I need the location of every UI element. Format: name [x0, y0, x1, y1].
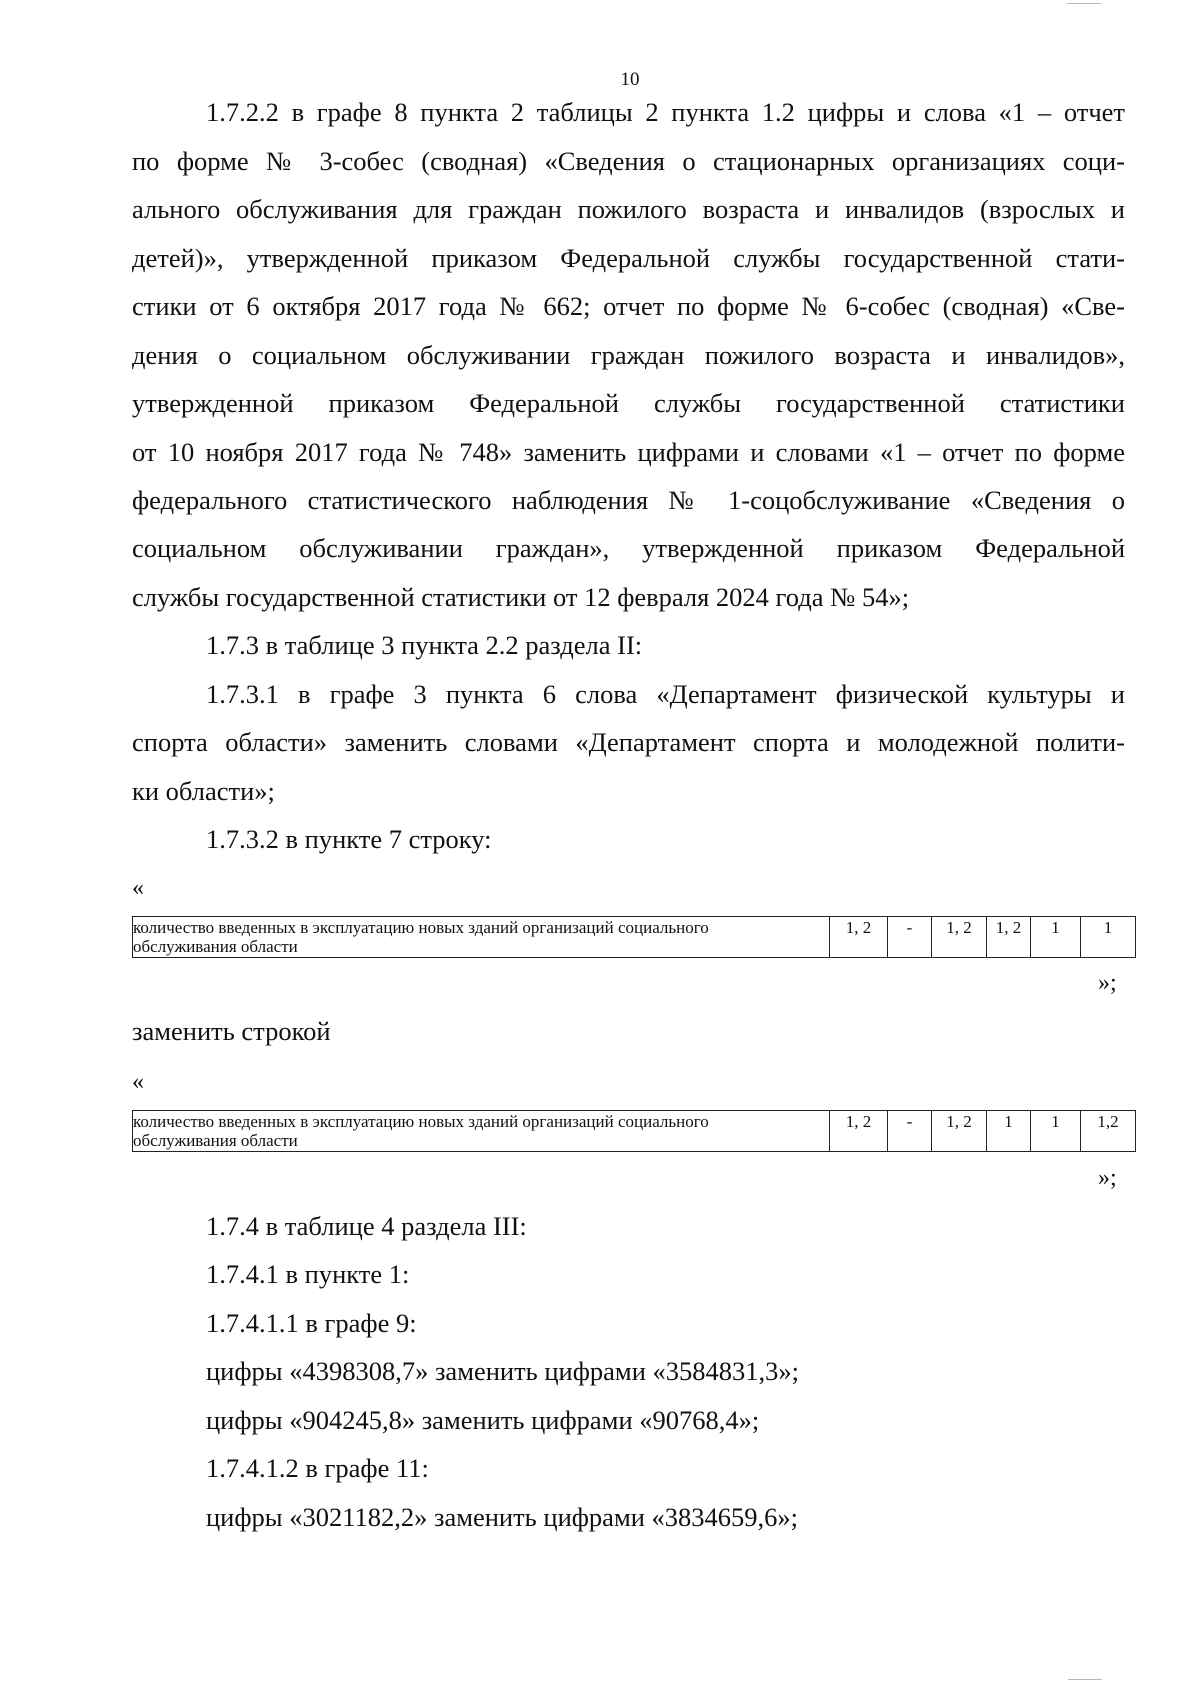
table-row: [133, 917, 1136, 958]
close-quote: »;: [1098, 1165, 1117, 1191]
old-row-table: [132, 916, 1136, 958]
scan-artifact: [1068, 1679, 1102, 1680]
replace-with-label: заменить строкой: [132, 1016, 331, 1046]
paragraph-line: 1.7.3.1 в графе 3 пункта 6 слова «Департамент физической культуры и: [206, 679, 1125, 709]
replacement-line: цифры «4398308,7» заменить цифрами «3584831,3»;: [206, 1356, 799, 1386]
row-cell: 1: [1031, 917, 1081, 958]
row-cell: 1, 2: [932, 1111, 987, 1152]
replacement-line: цифры «3021182,2» заменить цифрами «3834659,6»;: [206, 1502, 799, 1532]
item-heading: 1.7.3.2 в пункте 7 строку:: [206, 824, 492, 854]
row-cell: 1, 2: [830, 917, 888, 958]
open-quote: «: [132, 1069, 144, 1095]
replacement-line: цифры «904245,8» заменить цифрами «90768,4»;: [206, 1405, 760, 1435]
paragraph-line: утвержденной приказом Федеральной службы государственной статистики: [132, 388, 1125, 418]
row-cell: 1, 2: [987, 917, 1031, 958]
table-row: [133, 1111, 1136, 1152]
row-cell: 1,2: [1081, 1111, 1136, 1152]
row-cell: 1: [1081, 917, 1136, 958]
paragraph-line: спорта области» заменить словами «Департамент спорта и молодежной полити-: [132, 727, 1125, 757]
item-heading: 1.7.3 в таблице 3 пункта 2.2 раздела II:: [206, 630, 643, 660]
item-heading: 1.7.4.1 в пункте 1:: [206, 1259, 410, 1289]
item-heading: 1.7.4.1.1 в графе 9:: [206, 1308, 417, 1338]
open-quote: «: [132, 875, 144, 901]
row-description: количество введенных в эксплуатацию новых зданий организаций социального обслуживания области: [133, 917, 830, 958]
paragraph-line: от 10 ноября 2017 года № 748» заменить цифрами и словами «1 – отчет по форме: [132, 437, 1125, 467]
close-quote: »;: [1098, 970, 1117, 996]
page-number: 10: [620, 69, 640, 90]
paragraph-line: дения о социальном обслуживании граждан пожилого возраста и инвалидов»,: [132, 340, 1125, 370]
row-cell: -: [888, 917, 932, 958]
new-row-table: [132, 1110, 1136, 1152]
paragraph-line: социальном обслуживании граждан», утвержденной приказом Федеральной: [132, 533, 1125, 563]
row-cell: -: [888, 1111, 932, 1152]
paragraph-line: стики от 6 октября 2017 года № 662; отчет по форме № 6-собес (сводная) «Све-: [132, 291, 1125, 321]
scan-artifact: [1067, 3, 1101, 4]
row-cell: 1, 2: [830, 1111, 888, 1152]
row-cell: 1: [1031, 1111, 1081, 1152]
item-heading: 1.7.4.1.2 в графе 11:: [206, 1453, 429, 1483]
paragraph-line: ки области»;: [132, 776, 275, 806]
paragraph-line: по форме № 3-собес (сводная) «Сведения о стационарных организациях соци-: [132, 146, 1125, 176]
paragraph-line: службы государственной статистики от 12 февраля 2024 года № 54»;: [132, 582, 910, 612]
paragraph-line: федерального статистического наблюдения № 1-соцобслуживание «Сведения о: [132, 485, 1125, 515]
item-heading: 1.7.4 в таблице 4 раздела III:: [206, 1211, 527, 1241]
row-cell: 1, 2: [932, 917, 987, 958]
paragraph-line: 1.7.2.2 в графе 8 пункта 2 таблицы 2 пункта 1.2 цифры и слова «1 – отчет: [206, 97, 1125, 127]
row-description: количество введенных в эксплуатацию новых зданий организаций социального обслуживания области: [133, 1111, 830, 1152]
paragraph-line: ального обслуживания для граждан пожилого возраста и инвалидов (взрослых и: [132, 194, 1125, 224]
paragraph-line: детей)», утвержденной приказом Федеральной службы государственной стати-: [132, 243, 1125, 273]
row-cell: 1: [987, 1111, 1031, 1152]
